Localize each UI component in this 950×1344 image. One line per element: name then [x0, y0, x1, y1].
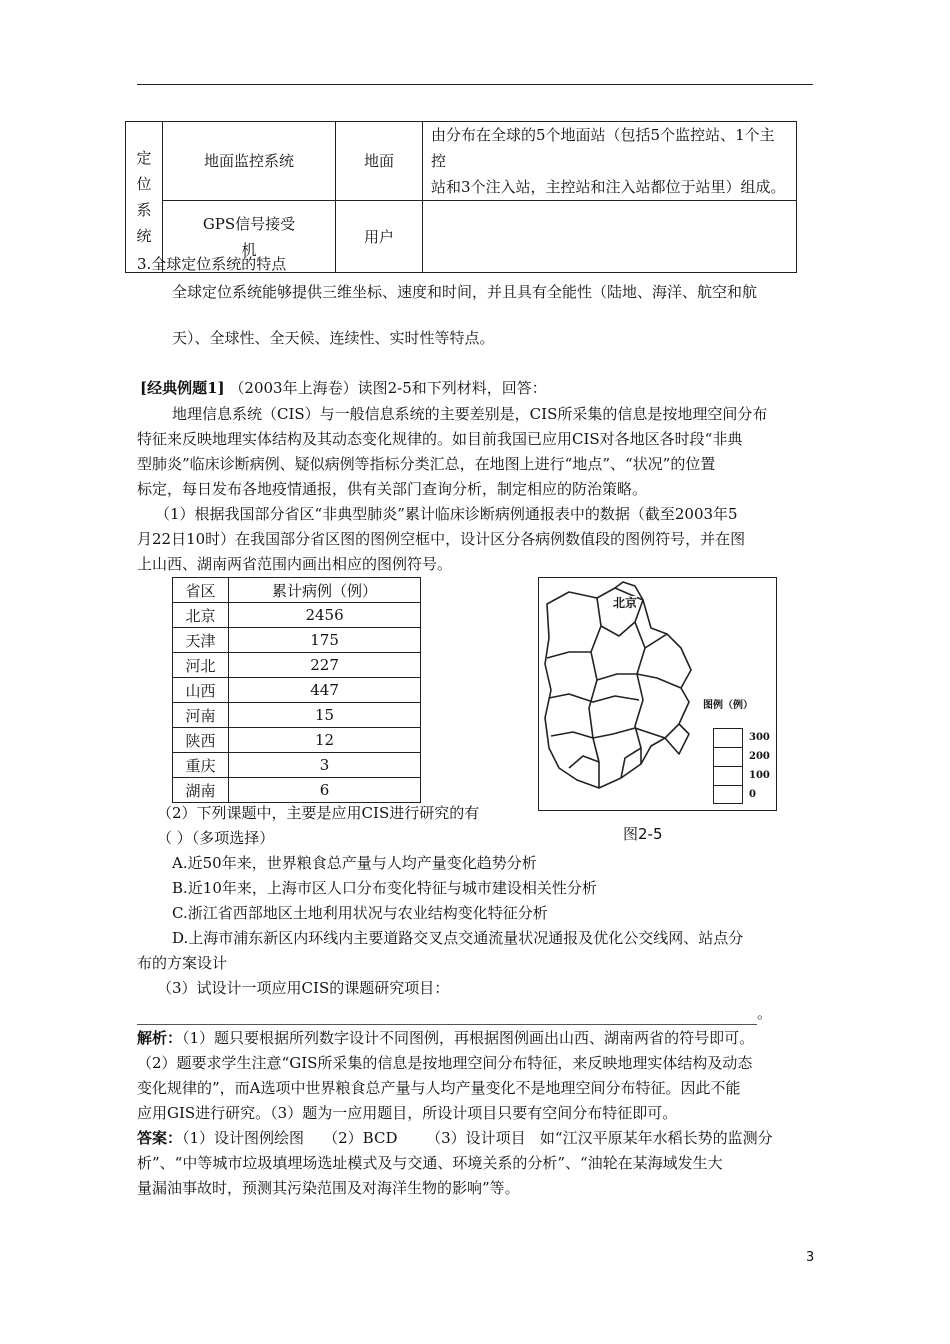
analysis-line: 应用GIS进行研究。（3）题为一应用题目，所设计项目只要有空间分布特征即可。: [137, 1104, 678, 1122]
header-rule: [137, 84, 813, 85]
cases-cell: 175: [229, 628, 421, 653]
system-part: 用户: [336, 201, 423, 273]
answer-label: 答案：: [137, 1129, 183, 1147]
paragraph-line: 型肺炎”临床诊断病例、疑似病例等指标分类汇总，在地图上进行“地点”、“状况”的位置: [137, 455, 716, 473]
cases-cell: 2456: [229, 603, 421, 628]
province-cell: 天津: [173, 628, 229, 653]
analysis-line: 解析：（1）题只要根据所列数字设计不同图例，再根据图例画出山西、湖南两省的符号即可。: [137, 1029, 755, 1047]
cases-table: [172, 577, 421, 803]
figure-caption: 图2-5: [623, 825, 663, 843]
column-header: 省区: [173, 578, 229, 603]
page-number: 3: [806, 1250, 815, 1265]
system-description: 由分布在全球的5个地面站（包括5个监控站、1个主控 站和3个注入站，主控站和注入站都位于站里）组成。: [423, 122, 797, 201]
answer-blank-line: 。: [137, 1001, 772, 1025]
province-cell: 山西: [173, 678, 229, 703]
paragraph-line: 标定，每日发布各地疫情通报，供有关部门查询分析，制定相应的防治策略。: [137, 480, 648, 498]
question-1: （1）根据我国部分省区“非典型肺炎”累计临床诊断病例通报表中的数据（截至2003年5: [155, 505, 738, 523]
system-name: GPS信号接受 机: [163, 201, 336, 273]
legend-title: 图例（例）: [703, 700, 753, 711]
answer-line: 答案：（1）设计图例绘图 （2）BCD （3）设计项目 如“江汉平原某年水稻长势的监测分: [137, 1129, 773, 1147]
column-header: 累计病例（例）: [229, 578, 421, 603]
section-label: 定 位 系 统: [126, 122, 163, 273]
system-description: [423, 201, 797, 273]
system-part: 地面: [336, 122, 423, 201]
legend-value: 100: [749, 770, 770, 781]
analysis-label: 解析：: [137, 1029, 183, 1047]
province-cell: 河南: [173, 703, 229, 728]
option-b: B.近10年来，上海市区人口分布变化特征与城市建设相关性分析: [172, 879, 597, 897]
answer-line: 量漏油事故时，预测其污染范围及对海洋生物的影响”等。: [137, 1179, 520, 1197]
option-d: D.上海市浦东新区内环线内主要道路交叉点交通流量状况通报及优化公交线网、站点分: [172, 929, 744, 947]
feature-heading: 3.全球定位系统的特点: [137, 255, 287, 273]
option-a: A.近50年来，世界粮食总产量与人均产量变化趋势分析: [172, 854, 537, 872]
system-name: 地面监控系统: [163, 122, 336, 201]
province-map: [538, 577, 777, 811]
question-2: （ ）（多项选择）: [157, 829, 275, 847]
legend-value: 0: [749, 789, 756, 800]
cases-cell: 15: [229, 703, 421, 728]
legend-box: [713, 728, 743, 804]
province-cell: 湖南: [173, 778, 229, 803]
city-label: 北京: [613, 596, 638, 610]
question-2: （2）下列课题中，主要是应用CIS进行研究的有: [157, 804, 480, 822]
question-1: 上山西、湖南两省范围内画出相应的图例符号。: [137, 555, 453, 573]
analysis-line: （2）题要求学生注意“GIS所采集的信息是按地理空间分布特征，来反映地理实体结构及动态: [137, 1054, 753, 1072]
example-source: （2003年上海卷）读图2-5和下列材料，回答：: [229, 379, 547, 397]
gps-components-table: [125, 121, 797, 273]
legend-value: 300: [749, 732, 770, 743]
province-cell: 重庆: [173, 753, 229, 778]
province-cell: 河北: [173, 653, 229, 678]
paragraph-line: 特征来反映地理实体结构及其动态变化规律的。如目前我国已应用CIS对各地区各时段“非典: [137, 430, 743, 448]
question-1: 月22日10时）在我国部分省区图的图例空框中，设计区分各病例数值段的图例符号，并在图: [137, 530, 746, 548]
province-cell: 北京: [173, 603, 229, 628]
paragraph-line: 地理信息系统（CIS）与一般信息系统的主要差别是，CIS所采集的信息是按地理空间分布: [172, 405, 768, 423]
option-c: C.浙江省西部地区土地利用状况与农业结构变化特征分析: [172, 904, 548, 922]
feature-text: 天）、全球性、全天候、连续性、实时性等特点。: [172, 329, 495, 347]
cases-cell: 12: [229, 728, 421, 753]
question-3: （3）试设计一项应用CIS的课题研究项目：: [157, 979, 450, 997]
example-heading: [140, 376, 547, 400]
legend-value: 200: [749, 751, 770, 762]
cases-cell: 3: [229, 753, 421, 778]
option-d: 布的方案设计: [137, 954, 228, 972]
cases-cell: 227: [229, 653, 421, 678]
feature-text: 全球定位系统能够提供三维坐标、速度和时间，并且具有全能性（陆地、海洋、航空和航: [172, 283, 758, 301]
cases-cell: 447: [229, 678, 421, 703]
cases-cell: 6: [229, 778, 421, 803]
answer-blank: [137, 1008, 757, 1025]
example-tag: [经典例题1]: [140, 379, 225, 397]
province-cell: 陕西: [173, 728, 229, 753]
analysis-line: 变化规律的”，而A选项中世界粮食总产量与人均产量变化不是地理空间分布特征。因此不能: [137, 1079, 741, 1097]
answer-line: 析”、“中等城市垃圾填埋场选址模式及与交通、环境关系的分析”、“油轮在某海域发生大: [137, 1154, 723, 1172]
